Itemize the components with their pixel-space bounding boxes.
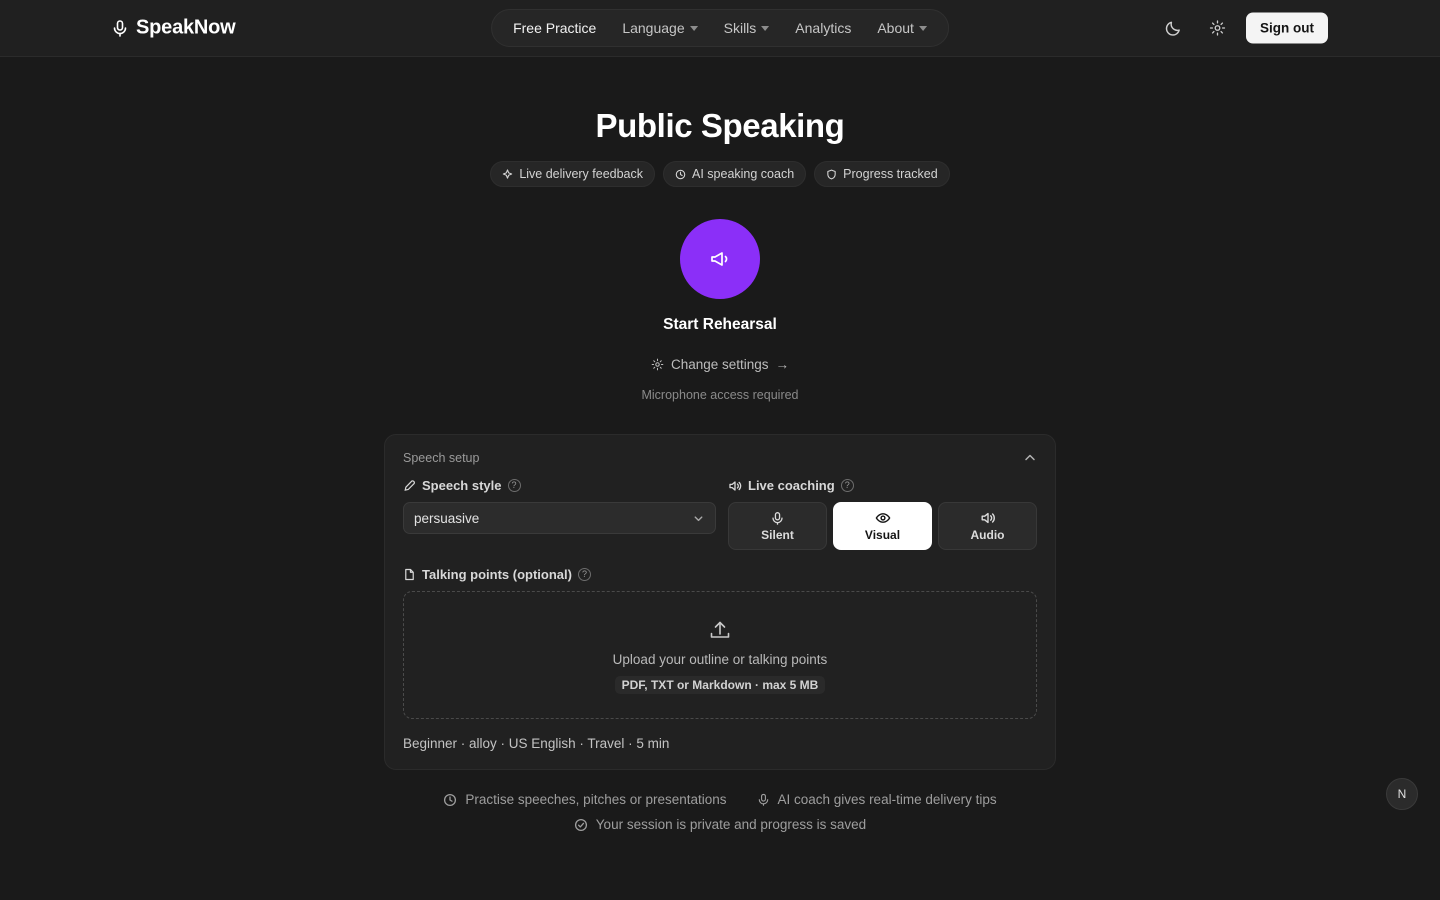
sparkle-icon (502, 169, 513, 180)
talking-points-dropzone[interactable] (403, 591, 1037, 719)
chip-label: Progress tracked (843, 167, 938, 181)
option-label: Visual (864, 528, 901, 542)
footnote-practise (443, 792, 726, 807)
top-navigation-bar (0, 0, 1440, 57)
speech-style-select[interactable] (403, 502, 716, 534)
brand-name: SpeakNow (136, 16, 236, 39)
nav-label: Skills (723, 20, 757, 36)
panel-header (403, 451, 1037, 465)
microphone-access-note: Microphone access required (641, 388, 799, 402)
start-section (0, 219, 1440, 402)
footnote-label: Your session is private and progress is saved (595, 817, 867, 832)
live-coaching-label-row (728, 478, 1037, 493)
top-bar-actions (1158, 13, 1328, 44)
live-coaching-option-silent[interactable] (728, 502, 827, 550)
chip-ai-speaking-coach (663, 161, 806, 187)
arrow-right-icon: → (775, 357, 790, 372)
footnote-row-1 (443, 792, 996, 807)
microphone-icon (112, 19, 128, 37)
speech-style-label: Speech style (422, 478, 502, 493)
chevron-up-icon[interactable] (1023, 451, 1037, 465)
chevron-down-icon (692, 512, 705, 525)
live-coaching-label: Live coaching (748, 478, 835, 493)
footnotes (0, 792, 1440, 832)
nav-item-language[interactable] (611, 14, 708, 42)
chip-progress-tracked (814, 161, 949, 187)
nav-label: Language (622, 20, 685, 36)
page-title: Public Speaking (595, 107, 845, 144)
footnote-label: Practise speeches, pitches or presentations (465, 792, 727, 807)
nav-item-skills[interactable] (713, 14, 781, 42)
feature-chips (0, 161, 1440, 187)
speech-style-label-row (403, 478, 716, 493)
main-nav (491, 9, 949, 47)
chevron-down-icon (761, 26, 769, 31)
chip-live-delivery-feedback (490, 161, 655, 187)
microphone-icon (757, 793, 770, 807)
help-icon[interactable]: ? (578, 568, 591, 581)
brand-logo[interactable] (112, 17, 236, 40)
mic-stand-icon (403, 479, 416, 492)
clock-icon (675, 169, 686, 180)
nav-item-free-practice[interactable] (502, 14, 607, 42)
chevron-down-icon (690, 26, 698, 31)
footnote-ai-coach (757, 792, 997, 807)
footnote-row-2 (574, 817, 866, 832)
live-coaching-option-audio[interactable] (938, 502, 1037, 550)
change-settings-label: Change settings (670, 357, 769, 372)
speech-style-value: persuasive (414, 510, 480, 526)
chevron-down-icon (919, 26, 927, 31)
option-label: Silent (761, 527, 794, 542)
nav-label: Free Practice (513, 20, 597, 36)
live-coaching-group (728, 478, 1037, 550)
dropzone-hint: PDF, TXT or Markdown · max 5 MB (615, 676, 826, 694)
speech-setup-panel (384, 434, 1056, 770)
volume-icon (980, 510, 996, 526)
page-content (0, 107, 1440, 832)
megaphone-icon (708, 247, 732, 271)
talking-points-label-row (403, 567, 1037, 582)
clock-icon (443, 793, 457, 807)
speech-style-group (403, 478, 716, 534)
live-coaching-options (728, 502, 1037, 550)
footnote-label: AI coach gives real-time delivery tips (777, 792, 997, 807)
chip-label: Live delivery feedback (519, 167, 644, 181)
start-rehearsal-label: Start Rehearsal (663, 316, 777, 333)
gear-icon[interactable] (1202, 13, 1232, 43)
help-icon[interactable]: ? (841, 479, 854, 492)
user-avatar-fab[interactable]: N (1386, 778, 1418, 810)
session-meta-line: Beginner · alloy · US English · Travel · 5 min (403, 736, 670, 751)
gear-icon (651, 358, 664, 371)
panel-title: Speech setup (403, 451, 480, 465)
upload-icon (707, 617, 733, 643)
nav-label: About (877, 20, 914, 36)
speaker-icon (728, 479, 742, 493)
nav-item-about[interactable] (866, 14, 938, 42)
sign-out-button[interactable]: Sign out (1246, 13, 1328, 44)
start-rehearsal-button[interactable] (680, 219, 760, 299)
talking-points-label: Talking points (optional) (422, 567, 572, 582)
check-circle-icon (574, 818, 588, 832)
footnote-privacy (574, 817, 866, 832)
eye-icon (875, 510, 891, 526)
setup-row (403, 478, 1037, 550)
change-settings-link[interactable] (651, 357, 789, 372)
chip-label: AI speaking coach (692, 167, 795, 181)
help-icon[interactable]: ? (508, 479, 521, 492)
dropzone-text: Upload your outline or talking points (612, 651, 828, 667)
shield-icon (826, 169, 837, 180)
live-coaching-option-visual[interactable] (833, 502, 932, 550)
option-label: Audio (970, 528, 1005, 542)
nav-label: Analytics (795, 20, 852, 36)
nav-item-analytics[interactable] (784, 14, 862, 42)
document-icon (403, 568, 416, 581)
moon-icon[interactable] (1158, 13, 1188, 43)
mic-muted-icon (770, 511, 785, 526)
